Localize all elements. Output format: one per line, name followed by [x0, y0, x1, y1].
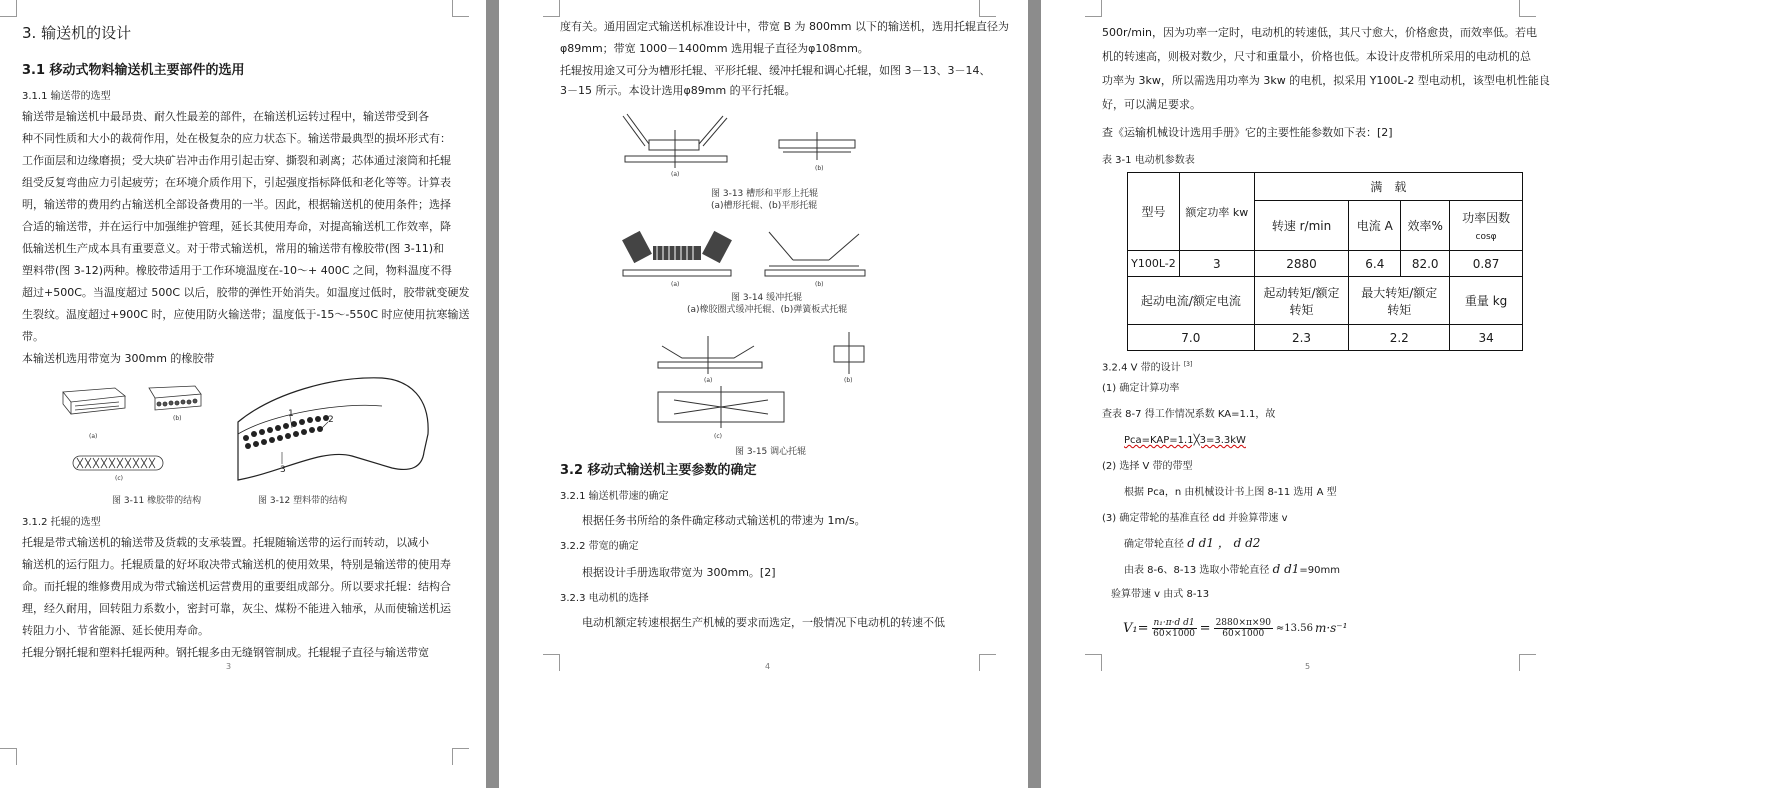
text-line: 种不同性质和大小的裁荷作用，处在极复杂的应力状态下。输送带最典型的损坏形式有： — [22, 132, 451, 145]
document-page-3 — [0, 0, 486, 788]
text-line: 输送带是输送机中最昂贵、耐久性最差的部件，在输送机运转过程中，输送带受到各 — [22, 110, 429, 123]
subsection-title: 3.1.2 托辊的选型 — [22, 517, 101, 528]
text-line: 托辊是带式输送机的输送带及货载的支承装置。托辊随输送带的运行而转动，以减小 — [22, 536, 429, 549]
equals-sign: = — [1199, 620, 1211, 636]
text-line: 本输送机选用带宽为 300mm 的橡胶带 — [22, 352, 215, 365]
header-full-load: 满 载 — [1254, 173, 1522, 201]
crop-mark — [543, 0, 560, 17]
figure-self-aligning-idler — [654, 322, 894, 442]
text: =90mm — [1299, 565, 1340, 576]
figure-caption: 图 3-15 调心托辊 — [735, 447, 807, 457]
header-rated-power: 额定功率 kw — [1179, 173, 1254, 251]
table-row — [1128, 277, 1523, 325]
figure-label-2: 2 — [328, 415, 334, 425]
header-power-factor — [1450, 201, 1523, 251]
text-line: 根据设计手册选取带宽为 300mm。[2] — [582, 566, 776, 579]
text-line: 带。 — [22, 330, 44, 343]
denominator: 60×1000 — [1153, 628, 1196, 639]
crop-mark — [1519, 654, 1536, 671]
text-line: 命。而托辊的维修费用成为带式输送机运营费用的重要组成部分。所以要求托辊：结构合 — [22, 580, 451, 593]
crop-mark — [0, 748, 17, 765]
figure-rubber-belt — [45, 380, 215, 485]
text-line: 合适的输送带，并在运行中加强维护管理，延长其使用寿命，对提高输送机工作效率，降 — [22, 220, 451, 233]
text-line: 超过+500C。当温度超过 500C 以后，胶带的弹性开始消失。如温度过低时，胶带就变硬发 — [22, 286, 470, 299]
header-weight: 重量 kg — [1450, 277, 1523, 325]
text-line: 组受反复弯曲应力引起疲劳；在环境介质作用下，引起强度指标降低和老化等等。计算表 — [22, 176, 451, 189]
header-efficiency: 效率% — [1401, 201, 1450, 251]
page-number: 3 — [226, 662, 232, 671]
figure-plastic-belt — [232, 372, 442, 492]
cell-start-torque: 2.3 — [1254, 325, 1349, 351]
crop-mark — [452, 748, 469, 765]
text-line: 塑料带(图 3-12)两种。橡胶带适用于工作环境温度在-10～+ 400C 之间，物料温度不得 — [22, 264, 452, 277]
text-line: 明，输送带的费用约占输送机全部设备费用的一半。因此，根据输送机的使用条件；选择 — [22, 198, 451, 211]
svg-text:(b): (b) — [815, 281, 824, 288]
text-line: 度有关。通用固定式输送机标准设计中，带宽 B 为 800mm 以下的输送机，选用托辊直径为 — [560, 20, 1009, 33]
figure-label-3: 3 — [280, 465, 286, 475]
svg-text:(b): (b) — [815, 165, 824, 172]
subsection-title: 3.2.3 电动机的选择 — [560, 593, 649, 604]
chapter-title: 3. 输送机的设计 — [22, 24, 132, 42]
formula-symbol: d d1 ， d d2 — [1187, 536, 1261, 550]
crop-mark — [1085, 654, 1102, 671]
section-title: 3.1 移动式物料输送机主要部件的选用 — [22, 63, 245, 78]
svg-text:(a): (a) — [704, 377, 713, 384]
text-line: 查表 8-7 得工作情况系数 KA=1.1，故 — [1102, 409, 1276, 420]
subsection-title: 3.1.1 输送带的选型 — [22, 91, 111, 102]
formula-text: Pca=KAP=1.1╳3=3.3kW — [1124, 435, 1246, 446]
denominator: 60×1000 — [1222, 628, 1265, 639]
text-line: 好，可以满足要求。 — [1102, 98, 1201, 111]
fraction — [1152, 618, 1197, 639]
table-row — [1128, 173, 1523, 201]
figure-caption: 图 3-14 缓冲托辊 — [731, 293, 803, 303]
figure-caption-sub: (a)槽形托辊、(b)平形托辊 — [711, 201, 818, 211]
crop-mark — [452, 0, 469, 17]
header-start-current: 起动电流/额定电流 — [1128, 277, 1255, 325]
figure-caption-sub: (a)橡胶圈式缓冲托辊、(b)弹簧板式托辊 — [687, 305, 848, 315]
formula-unit: m·s⁻¹ — [1314, 621, 1348, 635]
text-line: 低输送机生产成本具有重要意义。对于带式输送机，常用的输送带有橡胶带(图 3-11)和 — [22, 242, 445, 255]
page-number: 4 — [765, 662, 771, 671]
formula-line — [1124, 430, 1246, 452]
header-model: 型号 — [1128, 173, 1180, 251]
subsection-title-text: 3.2.4 V 带的设计 — [1102, 362, 1181, 374]
table-row — [1128, 251, 1523, 277]
header-max-torque — [1349, 277, 1450, 325]
crop-mark — [1519, 0, 1536, 17]
cell-speed: 2880 — [1254, 251, 1349, 277]
svg-text:(a): (a) — [89, 433, 98, 440]
header-start-torque-line: 起动转矩/额定 — [1263, 285, 1340, 300]
belt-speed-formula — [1123, 610, 1347, 646]
cell-current: 6.4 — [1349, 251, 1401, 277]
step-title: (1) 确定计算功率 — [1102, 383, 1180, 394]
figure-label-1: 1 — [288, 409, 294, 419]
text-line: 验算带速 v 由式 8-13 — [1111, 589, 1210, 600]
figure-trough-idler — [619, 110, 859, 180]
crop-mark — [543, 654, 560, 671]
cell-max-torque: 2.2 — [1349, 325, 1450, 351]
crop-mark — [1085, 0, 1102, 17]
text-line: 根据 Pca，n 由机械设计书上图 8-11 选用 A 型 — [1124, 487, 1337, 498]
text-line: 电动机额定转速根据生产机械的要求而选定，一般情况下电动机的转速不低 — [582, 616, 945, 629]
crop-mark — [979, 654, 996, 671]
section-title: 3.2 移动式输送机主要参数的确定 — [560, 463, 757, 478]
header-speed: 转速 r/min — [1254, 201, 1349, 251]
header-power-factor-symbol: cosφ — [1475, 232, 1497, 242]
table-title: 表 3-1 电动机参数表 — [1102, 155, 1195, 166]
formula-result: ≈13.56 — [1275, 622, 1313, 634]
formula-symbol: d d1 — [1272, 562, 1300, 576]
svg-text:(c): (c) — [115, 475, 123, 482]
text-line: φ89mm；带宽 1000－1400mm 选用辊子直径为φ108mm。 — [560, 42, 869, 55]
figure-caption: 图 3-13 槽形和平形上托辊 — [711, 189, 819, 199]
cell-power: 3 — [1179, 251, 1254, 277]
text-line: 工作面层和边缘磨损；受大块矿岩冲击作用引起击穿、撕裂和剥离；芯体通过滚筒和托辊 — [22, 154, 451, 167]
text: 由表 8-6、8-13 选取小带轮直径 — [1124, 565, 1270, 576]
figure-caption: 图 3-12 塑料带的结构 — [258, 496, 348, 506]
subsection-title — [1102, 354, 1192, 379]
numerator: n₁·π·d d1 — [1153, 617, 1195, 628]
text-line: 查《运输机械设计选用手册》它的主要性能参数如下表：[2] — [1102, 126, 1393, 139]
subsection-title: 3.2.2 带宽的确定 — [560, 541, 639, 552]
subsection-title: 3.2.1 输送机带速的确定 — [560, 491, 669, 502]
figure-buffer-idler — [619, 220, 874, 290]
text-line: 理，经久耐用，回转阻力系数小，密封可靠，灰尘、煤粉不能进入轴承，从而使输送机运 — [22, 602, 451, 615]
crop-mark — [979, 0, 996, 17]
text-line: 机的转速高，则极对数少，尺寸和重量小，价格也低。本设计皮带机所采用的电动机的总 — [1102, 50, 1531, 63]
formula-lhs: V₁= — [1123, 620, 1149, 636]
header-current: 电流 A — [1349, 201, 1401, 251]
text-line: 500r/min，因为功率一定时，电动机的转速低，其尺寸愈大，价格愈贵，而效率低。若电 — [1102, 26, 1537, 39]
header-power-factor-label: 功率因数 — [1462, 211, 1511, 225]
cell-power-factor: 0.87 — [1450, 251, 1523, 277]
text-line — [1124, 532, 1260, 556]
header-start-torque-line: 转矩 — [1289, 302, 1314, 317]
cell-model: Y100L-2 — [1128, 251, 1180, 277]
crop-mark — [0, 0, 17, 17]
header-max-torque-line: 转矩 — [1387, 302, 1412, 317]
text-line: 输送机的运行阻力。托辊质量的好坏取决带式输送机的使用效果，特别是输送带的使用寿 — [22, 558, 451, 571]
numerator: 2880×π×90 — [1215, 617, 1271, 628]
document-page-5 — [1041, 0, 1770, 788]
text-line: 根据任务书所给的条件确定移动式输送机的带速为 1m/s。 — [582, 514, 866, 527]
figure-caption: 图 3-11 橡胶带的结构 — [112, 496, 202, 506]
text-line: 生裂纹。温度超过+900C 时，应使用防火输送带；温度低于-15～-550C 时应使用抗寒输送 — [22, 308, 470, 321]
text-line: 功率为 3kw，所以需选用功率为 3kw 的电机，拟采用 Y100L-2 型电动机，该型电机性能良 — [1102, 74, 1550, 87]
text-line: 托辊分钢托辊和塑料托辊两种。钢托辊多由无缝钢管制成。托辊辊子直径与输送带宽 — [22, 646, 429, 659]
svg-text:(c): (c) — [714, 433, 722, 440]
svg-text:(a): (a) — [671, 171, 680, 178]
document-page-4 — [499, 0, 1028, 788]
svg-text:(b): (b) — [844, 377, 853, 384]
page-number: 5 — [1305, 662, 1311, 671]
svg-text:(a): (a) — [671, 281, 680, 288]
motor-parameter-table — [1127, 172, 1523, 351]
header-start-torque — [1254, 277, 1349, 325]
cell-start-current: 7.0 — [1128, 325, 1255, 351]
fraction — [1214, 618, 1273, 639]
text-line: 3－15 所示。本设计选用φ89mm 的平行托辊。 — [560, 84, 796, 97]
table-row — [1128, 325, 1523, 351]
text-line: 托辊按用途又可分为槽形托辊、平形托辊、缓冲托辊和调心托辊，如图 3－13、3－14、 — [560, 64, 991, 77]
text-line — [1124, 558, 1340, 582]
text-line: 转阻力小、节省能源、延长使用寿命。 — [22, 624, 209, 637]
reference-mark: [3] — [1183, 361, 1193, 368]
cell-weight: 34 — [1450, 325, 1523, 351]
step-title: (3) 确定带轮的基准直径 dd 并验算带速 v — [1102, 513, 1288, 524]
svg-text:(b): (b) — [173, 415, 182, 422]
cell-efficiency: 82.0 — [1401, 251, 1450, 277]
header-max-torque-line: 最大转矩/额定 — [1361, 285, 1438, 300]
step-title: (2) 选择 V 带的带型 — [1102, 461, 1193, 472]
text: 确定带轮直径 — [1124, 539, 1184, 550]
